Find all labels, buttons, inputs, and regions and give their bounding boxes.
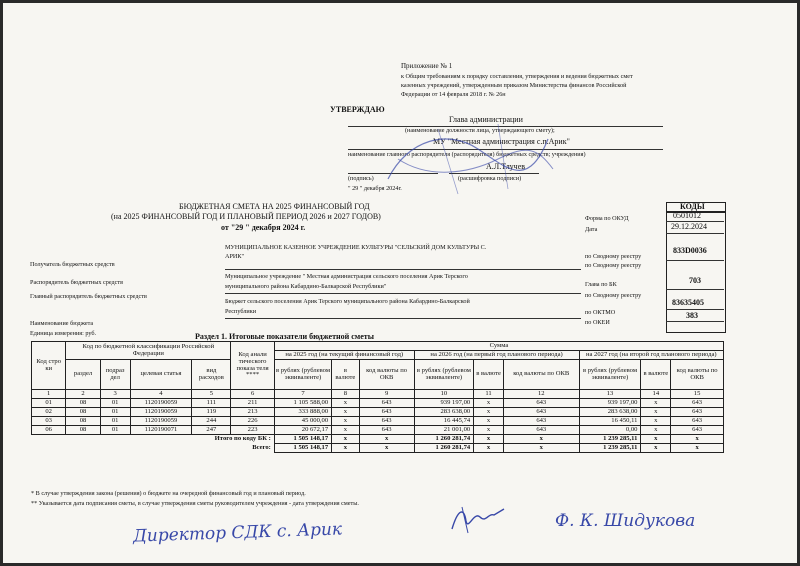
recipient-label: Получатель бюджетных средств [30,261,115,268]
table-cell: х [641,408,671,417]
header-expense: вид расходов [192,360,231,390]
header-target: целевая статья [130,360,192,390]
header-classifier: Код по бюджетной классификации Российской Федерации [66,342,231,360]
institution-name: МУ "Местная администрация с.п.Арик" [433,137,570,146]
column-numbers-row [32,390,724,399]
appendix-line-2: казенных учреждений, утвержденным приказом Министерства финансов Российской [401,82,627,89]
grand-total-cell: х [474,444,504,453]
document-title-1: БЮДЖЕТНАЯ СМЕТА НА 2025 ФИНАНСОВЫЙ ГОД [179,202,370,211]
code-date: 29.12.2024 [671,222,707,231]
table-cell: 21 001,00 [414,426,474,435]
okei-label: по ОКЕИ [585,319,610,326]
table-cell: 939 197,00 [579,399,641,408]
oktmo-code: 83635405 [672,298,704,307]
signature-caption: (подпись) [348,175,374,182]
table-cell: х [641,399,671,408]
table-cell: 01 [100,408,130,417]
header-okv-2027: код валюты по ОКВ [671,360,724,390]
table-cell: 643 [503,426,579,435]
table-cell: 283 638,00 [414,408,474,417]
table-cell: х [474,408,504,417]
table-cell: 643 [359,408,414,417]
table-cell: 16 445,74 [414,417,474,426]
table-cell: 223 [231,426,275,435]
col-num: 4 [130,390,192,399]
budget-label: Наименование бюджета [30,320,94,327]
table-cell: 01 [100,417,130,426]
table-row [32,417,724,426]
table-row [32,426,724,435]
table-cell: 111 [192,399,231,408]
col-num: 3 [100,390,130,399]
approver-position: Глава администрации [449,115,523,124]
col-num: 5 [192,390,231,399]
director-handwriting: Директор СДК с. Арик [132,519,343,547]
table-cell: 643 [503,417,579,426]
table-cell: х [641,426,671,435]
col-num: 6 [231,390,275,399]
table-cell: 01 [32,399,66,408]
budget-line-2: Республики [225,308,257,315]
header-analytic: Код анали тического показа теля **** [231,342,275,390]
okei-code: 383 [686,311,698,320]
header-rub-2027: в рублях (рублевом эквиваленте) [579,360,641,390]
header-2026: на 2026 год (на первый год планового периода) [414,351,579,360]
footnote-1: * В случае утверждения закона (решения) о бюджете на очередной финансовый год и плановый период. [31,490,306,497]
table-cell: 244 [192,417,231,426]
header-2025: на 2025 год (на текущий финансовый год) [274,351,414,360]
distributor-label: Распорядитель бюджетных средств [30,279,124,286]
header-row-code: Код стро ки [32,342,66,390]
total-cell: х [359,435,414,444]
table-cell: 08 [66,408,100,417]
table-cell: 247 [192,426,231,435]
grand-total-cell: 1 260 281,74 [414,444,474,453]
table-cell: 213 [231,408,275,417]
institution-caption: наименование главного распорядителя (распорядителя) бюджетных средств; учреждения) [348,151,586,158]
appendix-title: Приложение № 1 [401,62,453,70]
table-cell: 283 638,00 [579,408,641,417]
table-cell: х [641,417,671,426]
table-cell: 16 450,11 [579,417,641,426]
signature-middle [448,503,508,535]
total-cell: х [671,435,724,444]
header-rub-2026: в рублях (рублевом эквиваленте) [414,360,474,390]
table-cell: 20 672,17 [274,426,331,435]
approval-heading: УТВЕРЖДАЮ [330,105,385,114]
table-cell: 643 [671,408,724,417]
reestr-label-1: по Сводному реестру [585,253,642,260]
estimate-table [31,341,724,453]
grand-total-cell: 1 505 148,17 [274,444,331,453]
col-num: 8 [332,390,359,399]
table-row [32,408,724,417]
table-cell: 01 [100,426,130,435]
budget-estimate-document [3,3,797,563]
grand-total-cell: х [503,444,579,453]
grand-total-cell: 1 239 285,11 [579,444,641,453]
table-cell: 0,00 [579,426,641,435]
main-distributor-line-2: муниципального района Кабардино-Балкарской Республики" [225,283,387,290]
col-num: 9 [359,390,414,399]
col-num: 13 [579,390,641,399]
grand-total-row [32,444,724,453]
total-cell: х [332,435,359,444]
table-cell: 1120190071 [130,426,192,435]
table-cell: 08 [66,417,100,426]
section-title: Раздел 1. Итоговые показатели бюджетной сметы [195,332,374,341]
reestr-code: 833D0036 [673,246,707,255]
table-cell: х [332,417,359,426]
grand-total-label: Всего: [252,443,271,451]
header-currency-2027: в валюте [641,360,671,390]
header-subsection: подраз дел [100,360,130,390]
total-cell: 1 505 148,17 [274,435,331,444]
total-cell: 1 260 281,74 [414,435,474,444]
col-num: 11 [474,390,504,399]
header-sum: Сумма [274,342,723,351]
table-cell: х [332,399,359,408]
budget-line-1: Бюджет сельского поселения Арик Терского муниципального района Кабардино-Балкарской [225,298,470,305]
table-cell: 08 [66,399,100,408]
position-caption: (наименование должности лица, утверждающего смету); [405,127,555,134]
table-cell: 02 [32,408,66,417]
appendix-line-3: Федерации от 14 февраля 2018 г. № 26н [401,91,506,98]
col-num: 14 [641,390,671,399]
table-cell: х [474,399,504,408]
table-row [32,399,724,408]
grand-total-cell: х [671,444,724,453]
header-rub-2025: в рублях (рублевом эквиваленте) [274,360,331,390]
recipient-line-1: МУНИЦИПАЛЬНОЕ КАЗЕННОЕ УЧРЕЖДЕНИЕ КУЛЬТУРЫ "СЕЛЬСКИЙ ДОМ КУЛЬТУРЫ С. [225,244,487,251]
col-num: 15 [671,390,724,399]
table-cell: 643 [671,426,724,435]
table-cell: 643 [503,399,579,408]
total-code-label: Итого по коду БК : [214,434,271,442]
table-cell: х [332,408,359,417]
table-cell: 45 000,00 [274,417,331,426]
col-num: 7 [274,390,331,399]
col-num: 2 [66,390,100,399]
col-num: 1 [32,390,66,399]
approval-date: " 29 " декабря 2024г. [348,185,402,192]
name-caption: (расшифровка подписи) [458,175,522,182]
table-cell: 1120190059 [130,399,192,408]
header-okv-2026: код валюты по ОКВ [503,360,579,390]
table-cell: 03 [32,417,66,426]
table-cell: 939 197,00 [414,399,474,408]
main-distributor-line-1: Муниципальное учреждение " Местная администрация сельского поселения Арик Терского [225,273,468,280]
table-cell: х [332,426,359,435]
document-date: от "29 " декабря 2024 г. [221,223,306,232]
table-cell: х [474,426,504,435]
recipient-line-2: АРИК" [225,253,245,260]
header-2027: на 2027 год (на второй год планового периода) [579,351,723,360]
header-currency-2025: в валюте [332,360,359,390]
header-okv-2025: код валюты по ОКВ [359,360,414,390]
signer-name: А.Л.Тлучев [486,162,526,171]
oktmo-label: по ОКТМО [585,309,616,316]
seal-stamp [378,119,558,199]
total-cell: х [474,435,504,444]
grand-total-cell: х [359,444,414,453]
unit-label: Единица измерения: руб. [30,330,97,337]
glava-code: 703 [689,276,701,285]
col-num: 10 [414,390,474,399]
table-cell: 643 [359,399,414,408]
table-cell: 1120190059 [130,417,192,426]
codes-header: КОДЫ [680,202,705,211]
table-cell: 643 [359,417,414,426]
table-cell: 226 [231,417,275,426]
col-num: 12 [503,390,579,399]
total-cell: х [503,435,579,444]
table-cell: 119 [192,408,231,417]
glava-label: Глава по БК [585,281,617,288]
okud-label: Форма по ОКУД [585,215,629,222]
table-cell: х [474,417,504,426]
header-section: раздел [66,360,100,390]
total-by-code-row [32,435,724,444]
header-currency-2026: в валюте [474,360,504,390]
table-cell: 06 [32,426,66,435]
footnote-2: ** Указывается дата подписания сметы, в случае утверждения сметы руководителем учреждения - дата утверждения сметы. [31,500,359,507]
reestr-label-3: по Сводному реестру [585,292,642,299]
document-title-2: (на 2025 ФИНАНСОВЫЙ ГОД И ПЛАНОВЫЙ ПЕРИОД 2026 и 2027 ГОДОВ) [111,212,381,221]
right-handwriting: Ф. К. Шидукова [555,511,696,531]
table-cell: 211 [231,399,275,408]
table-cell: 643 [671,399,724,408]
table-cell: 08 [66,426,100,435]
main-distributor-label: Главный распорядитель бюджетных средств [30,293,147,300]
table-cell: 1 105 588,00 [274,399,331,408]
table-cell: 333 888,00 [274,408,331,417]
table-cell: 643 [503,408,579,417]
total-cell: х [641,435,671,444]
table-cell: 643 [359,426,414,435]
table-cell: 643 [671,417,724,426]
total-cell: 1 239 285,11 [579,435,641,444]
grand-total-cell: х [641,444,671,453]
okud-code: 0501012 [673,211,701,220]
reestr-label-2: по Сводному реестру [585,262,642,269]
table-cell: 01 [100,399,130,408]
table-cell: 1120190059 [130,408,192,417]
appendix-line-1: к Общим требованиям к порядку составления, утверждения и ведения бюджетных смет [401,73,633,80]
grand-total-cell: х [332,444,359,453]
date-label: Дата [585,226,598,233]
